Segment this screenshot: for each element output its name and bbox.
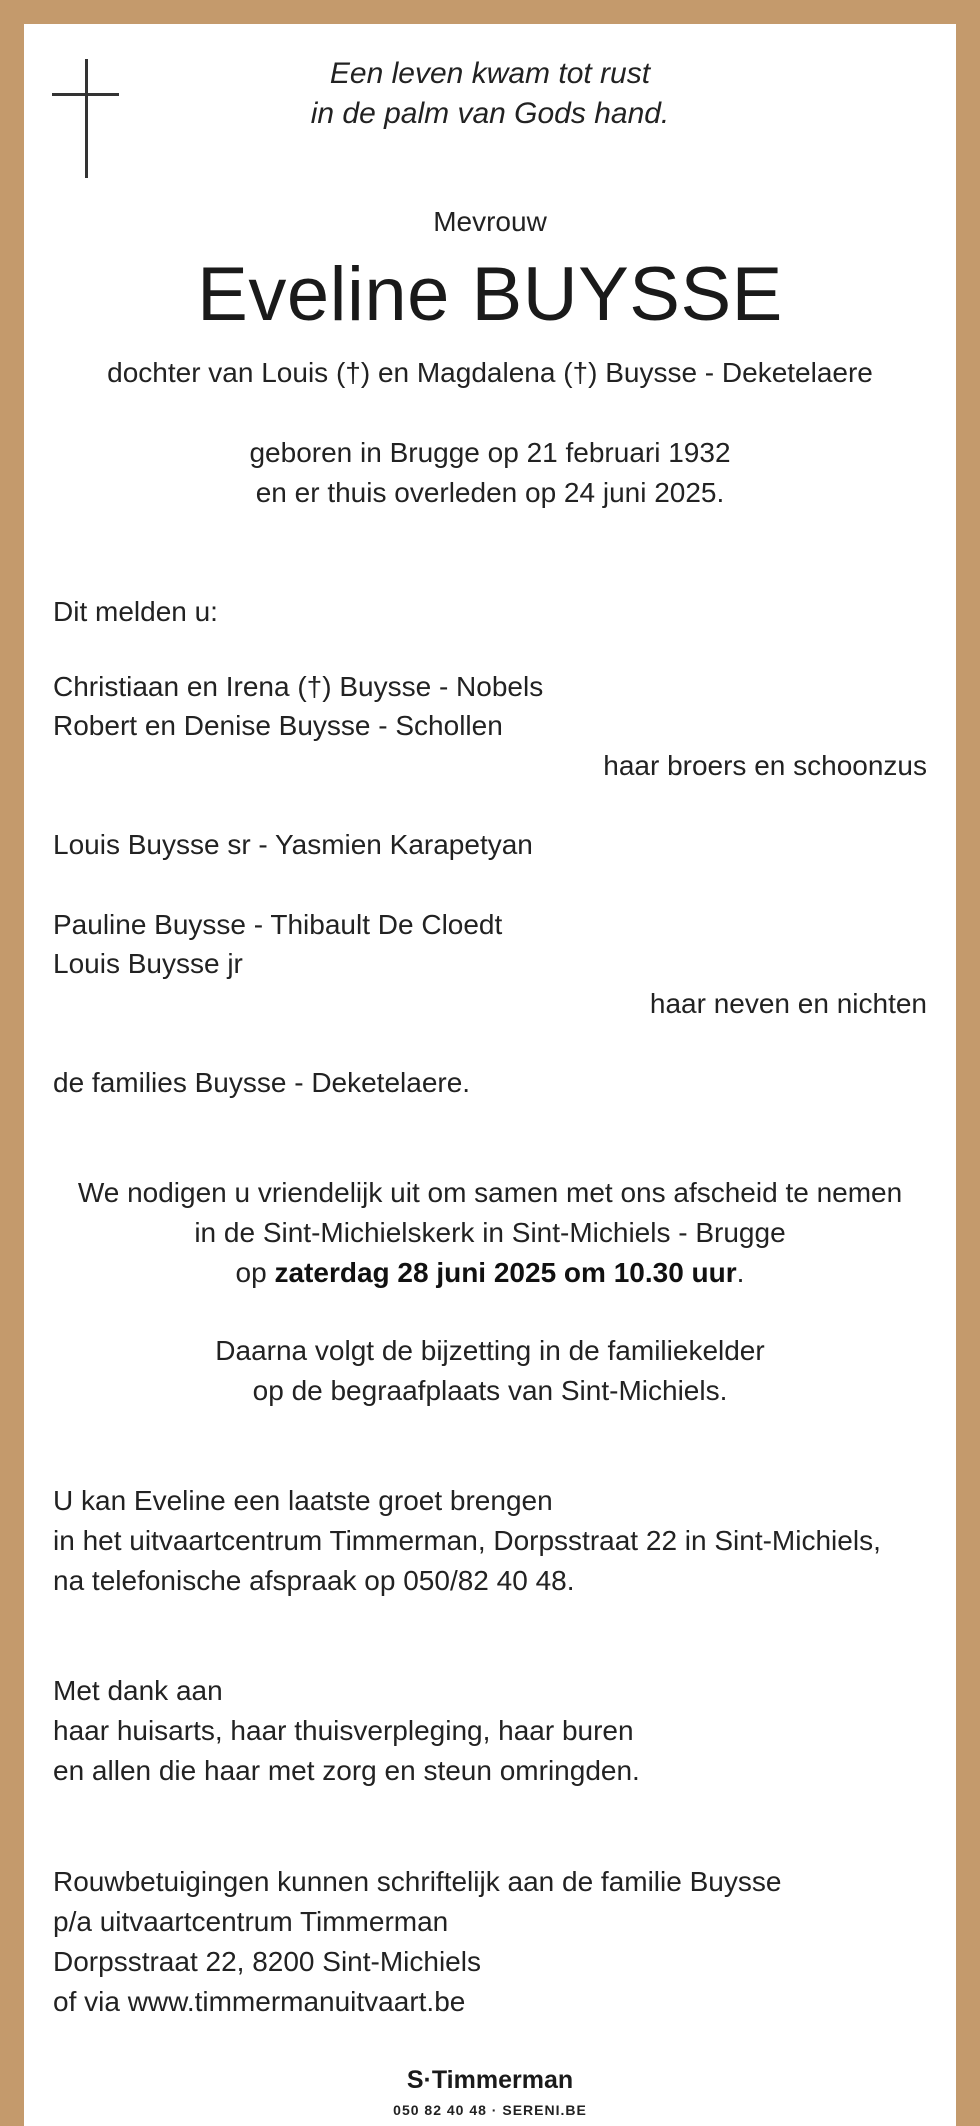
parents-line: dochter van Louis (†) en Magdalena (†) Buysse - Deketelaere [107, 357, 873, 388]
invitation-line-2: in de Sint-Michielskerk in Sint-Michiels - Brugge [194, 1217, 786, 1248]
family-relation: haar neven en nichten [649, 988, 927, 1019]
visit-line-2: in het uitvaartcentrum Timmerman, Dorpsstraat 22 in Sint-Michiels, [53, 1525, 881, 1556]
family-name: Louis Buysse sr - Yasmien Karapetyan [53, 829, 533, 860]
invitation-line-1: We nodigen u vriendelijk uit om samen met ons afscheid te nemen [77, 1177, 903, 1208]
funeral-invitation [0, 1173, 980, 1293]
thanks-line-1: Met dank aan [53, 1675, 223, 1706]
footer [277, 2052, 703, 2126]
opening-quote [0, 54, 980, 134]
burial-line-2: op de begraafplaats van Sint-Michiels. [252, 1375, 728, 1406]
burial-info [0, 1331, 980, 1411]
invitation-line-3: op zaterdag 28 juni 2025 om 10.30 uur. [235, 1257, 745, 1288]
condolences-line-2: p/a uitvaartcentrum Timmerman [53, 1906, 449, 1937]
death-line: en er thuis overleden op 24 juni 2025. [255, 477, 725, 508]
birth-death-info [0, 433, 980, 513]
funeral-home-logo: S·Timmerman [406, 2066, 574, 2094]
deceased-name: Eveline BUYSSE [197, 252, 783, 337]
ceremony-date: zaterdag 28 juni 2025 om 10.30 uur [274, 1257, 737, 1288]
quote-line-2: in de palm van Gods hand. [310, 97, 670, 130]
footer-site: SERENI.BE [502, 2102, 587, 2118]
burial-line-1: Daarna volgt de bijzetting in de familiekelder [215, 1335, 765, 1366]
footer-separator: · [491, 2102, 498, 2118]
thanks-line-2: haar huisarts, haar thuisverpleging, haar buren [53, 1715, 634, 1746]
quote-line-1: Een leven kwam tot rust [329, 57, 651, 90]
family-relation: haar broers en schoonzus [603, 750, 927, 781]
condolences-line-1: Rouwbetuigingen kunnen schriftelijk aan de familie Buysse [53, 1866, 782, 1897]
condolences-line-3: Dorpsstraat 22, 8200 Sint-Michiels [53, 1946, 481, 1977]
footer-phone: 050 82 40 48 [393, 2102, 487, 2118]
condolences-info [53, 1862, 781, 2022]
visit-info [53, 1481, 881, 1601]
birth-line: geboren in Brugge op 21 februari 1932 [249, 437, 731, 468]
visit-line-1: U kan Eveline een laatste groet brengen [53, 1485, 553, 1516]
family-name: Louis Buysse jr [53, 948, 243, 979]
family-name: de families Buysse - Deketelaere. [53, 1067, 471, 1098]
announce-intro: Dit melden u: [53, 596, 218, 627]
visit-line-3: na telefonische afspraak op 050/82 40 48. [53, 1565, 575, 1596]
thanks-line-3: en allen die haar met zorg en steun omringden. [53, 1755, 640, 1786]
family-name: Robert en Denise Buysse - Schollen [53, 710, 503, 741]
honorific: Mevrouw [433, 206, 547, 237]
footer-contact [277, 2102, 703, 2118]
thanks-info [53, 1671, 640, 1791]
family-name: Pauline Buysse - Thibault De Cloedt [53, 909, 503, 940]
family-name: Christiaan en Irena (†) Buysse - Nobels [53, 671, 544, 702]
condolences-line-4: of via www.timmermanuitvaart.be [53, 1986, 466, 2017]
